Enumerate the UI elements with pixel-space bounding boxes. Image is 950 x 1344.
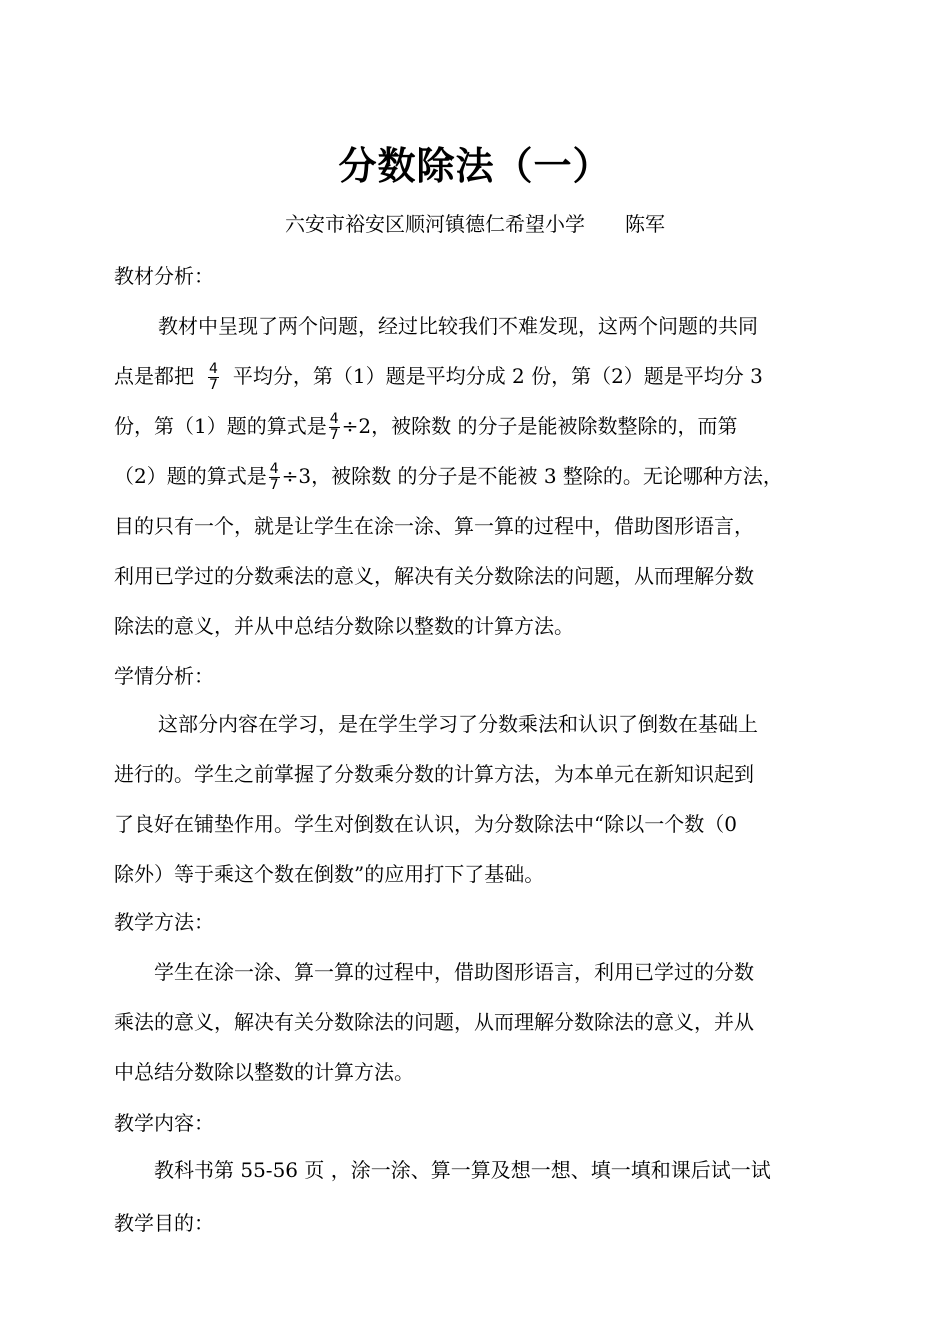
author-school: 六安市裕安区顺河镇德仁希望小学 xyxy=(285,212,585,236)
text-line: 除外）等于乘这个数在倒数”的应用打下了基础。 xyxy=(114,862,545,886)
text-line: （2）题的算式是 $\frac{4}{7}$ ÷3，被除数 的分子是不能被 3 整除的。无论哪种方法， xyxy=(114,461,783,493)
document-title: 分数除法（一） xyxy=(338,144,612,188)
text-line: 了良好在铺垫作用。学生对倒数在认识，为分数除法中“除以一个数（0 xyxy=(114,812,737,836)
paragraph-textbook-analysis xyxy=(114,301,854,651)
text-line: 这部分内容在学习，是在学生学习了分数乘法和认识了倒数在基础上 xyxy=(158,712,758,736)
heading-teaching-method: 教学方法： xyxy=(114,910,214,934)
heading-teaching-content: 教学内容： xyxy=(114,1111,214,1135)
fraction-four-sevenths: $\frac{4}{7}$ xyxy=(329,411,339,443)
text-line: 点是都把 $\frac{4}{7}$ 平均分，第（1）题是平均分成 2 份，第（2）题是平均分 3 xyxy=(114,361,763,393)
text-line: 中总结分数除以整数的计算方法。 xyxy=(114,1060,414,1084)
text-line: 利用已学过的分数乘法的意义，解决有关分数除法的问题，从而理解分数 xyxy=(114,564,754,588)
text-line: 进行的。学生之前掌握了分数乘分数的计算方法，为本单元在新知识起到 xyxy=(114,762,754,786)
author-name: 陈军 xyxy=(625,212,665,236)
paragraph-teaching-method xyxy=(114,947,854,1097)
paragraph-student-analysis xyxy=(114,699,854,899)
text-line: 教科书第 55-56 页 ，涂一涂、算一算及想一想、填一填和课后试一试 xyxy=(154,1158,771,1182)
text-line: 学生在涂一涂、算一算的过程中，借助图形语言，利用已学过的分数 xyxy=(154,960,754,984)
fraction-four-sevenths: $\frac{4}{7}$ xyxy=(269,461,279,493)
author-line xyxy=(0,208,950,240)
text-line: 教材中呈现了两个问题，经过比较我们不难发现，这两个问题的共同 xyxy=(158,314,758,338)
paragraph-teaching-content xyxy=(114,1145,854,1195)
text-line: 目的只有一个，就是让学生在涂一涂、算一算的过程中，借助图形语言， xyxy=(114,514,754,538)
text-line: 份，第（1）题的算式是 $\frac{4}{7}$ ÷2，被除数 的分子是能被除数整除的，而第 xyxy=(114,411,738,443)
heading-textbook-analysis: 教材分析： xyxy=(114,264,214,288)
text-line: 乘法的意义，解决有关分数除法的问题，从而理解分数除法的意义，并从 xyxy=(114,1010,754,1034)
heading-teaching-goal: 教学目的： xyxy=(114,1211,214,1235)
fraction-four-sevenths: $\frac{4}{7}$ xyxy=(209,361,218,393)
text-line: 除法的意义，并从中总结分数除以整数的计算方法。 xyxy=(114,614,574,638)
heading-student-analysis: 学情分析： xyxy=(114,664,214,688)
